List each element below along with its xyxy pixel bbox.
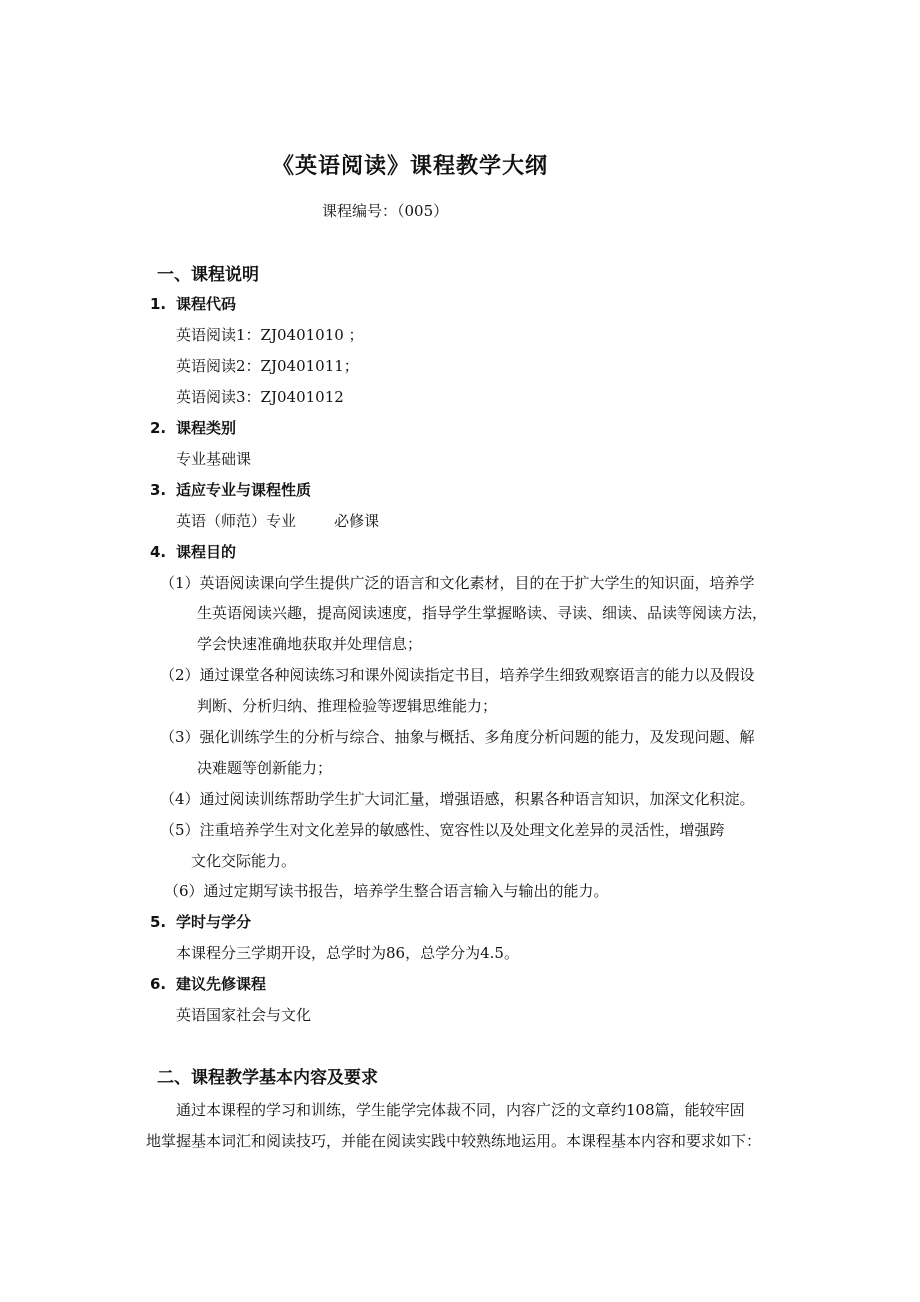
objective-line: 学会快速准确地获取并处理信息； xyxy=(197,635,423,653)
document-title: 《英语阅读》课程教学大纲 xyxy=(272,154,549,179)
item-heading-prerequisites xyxy=(150,973,266,994)
item-number: 2. xyxy=(150,419,167,437)
course-code: 课程编号：（005） xyxy=(322,202,449,220)
paragraph-line: 通过本课程的学习和训练，学生能学完体裁不同，内容广泛的文章约108篇，能较牢固 xyxy=(176,1101,745,1119)
item-line: 本课程分三学期开设，总学时为86，总学分为4.5。 xyxy=(176,944,519,962)
item-line: 英语（师范）专业 必修课 xyxy=(176,512,380,530)
item-title: 建议先修课程 xyxy=(176,975,267,993)
objective-line: 生英语阅读兴趣，提高阅读速度，指导学生掌握略读、寻读、细读、品读等阅读方法， xyxy=(197,604,768,622)
objective-line: （6）通过定期写读书报告，培养学生整合语言输入与输出的能力。 xyxy=(164,882,609,900)
item-title: 课程类别 xyxy=(176,419,237,437)
item-title: 课程目的 xyxy=(176,543,237,561)
objective-line: 判断、分析归纳、推理检验等逻辑思维能力； xyxy=(197,697,498,715)
item-title: 学时与学分 xyxy=(176,913,252,931)
item-heading-course-code xyxy=(150,293,236,314)
item-title: 课程代码 xyxy=(176,295,237,313)
item-number: 1. xyxy=(150,295,167,313)
item-title: 适应专业与课程性质 xyxy=(176,481,312,499)
section-heading-2: 二、课程教学基本内容及要求 xyxy=(157,1068,378,1088)
objective-line: （2）通过课堂各种阅读练习和课外阅读指定书目，培养学生细致观察语言的能力以及假设 xyxy=(160,666,755,684)
item-line: 英语国家社会与文化 xyxy=(176,1006,312,1024)
item-heading-major-nature xyxy=(150,479,311,500)
paragraph-line: 地掌握基本词汇和阅读技巧，并能在阅读实践中较熟练地运用。本课程基本内容和要求如下： xyxy=(146,1132,762,1150)
objective-line: 文化交际能力。 xyxy=(191,852,297,870)
objective-line: （1）英语阅读课向学生提供广泛的语言和文化素材，目的在于扩大学生的知识面，培养学 xyxy=(160,574,755,592)
item-line: 英语阅读3：ZJ0401012 xyxy=(176,388,344,406)
item-line: 英语阅读1：ZJ0401010 ； xyxy=(176,326,364,344)
objective-line: （5）注重培养学生对文化差异的敏感性、宽容性以及处理文化差异的灵活性，增强跨 xyxy=(160,821,725,839)
item-number: 5. xyxy=(150,913,167,931)
item-number: 4. xyxy=(150,543,167,561)
item-heading-course-category xyxy=(150,417,236,438)
item-line: 英语阅读2：ZJ0401011； xyxy=(176,357,359,375)
objective-line: （3）强化训练学生的分析与综合、抽象与概括、多角度分析问题的能力，及发现问题、解 xyxy=(160,728,755,746)
objective-line: 决难题等创新能力； xyxy=(197,759,333,777)
item-line: 专业基础课 xyxy=(176,450,252,468)
item-number: 6. xyxy=(150,975,167,993)
item-heading-course-objectives xyxy=(150,541,236,562)
item-heading-hours-credits xyxy=(150,911,251,932)
item-number: 3. xyxy=(150,481,167,499)
objective-line: （4）通过阅读训练帮助学生扩大词汇量，增强语感，积累各种语言知识，加深文化积淀。 xyxy=(160,790,755,808)
section-heading-1: 一、课程说明 xyxy=(157,265,259,285)
